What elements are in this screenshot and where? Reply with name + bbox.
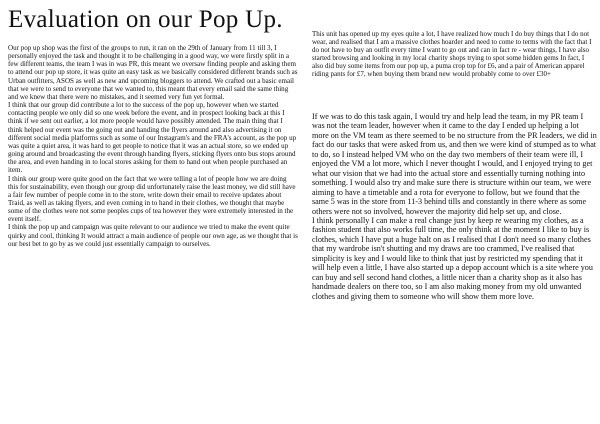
right-column: [312, 112, 597, 422]
right-column-top: [312, 30, 597, 79]
paragraph: Our pop up shop was the first of the groups to run, it ran on the 29th of January from 11 till 3, I personally enjoyed the task and thought it to be challenging in a good way, we were firstly split in a few different teams, the team I was in was PR, this meant we oversaw finding people and asking them to attend our pop up store, it was quite an easy task as we basically considered different brands such as Urban outfitters, ASOS as well as new and upcoming bloggers to attend. We crafted out a basic email that we were to send to everyone that we wanted to, this meant that every email said the same thing and we knew that there were no mistakes, and it seemed very fun yet formal.: [8, 44, 298, 101]
paragraph: I think that our group did contribute a lot to the success of the pop up, however when we started contacting people we only did so one week before the event, and in prospect looking back at this I think if we sent out earlier, a lot more people would have possibly attended. The main thing that I think helped our event was the going out and handing the flyers around and also advertising it on different social media platforms such as some of our Instagram's and the FRA's account, as the pop up was quite a quiet area, it was hard to get people to notice that it was an actual store, so we ended up going around and broadcasting the event through handing flyers, sticking flyers onto bus stops around the area, and even handing in to local stores asking for them to hand out when people purchased an item.: [8, 101, 297, 175]
paragraph: If we was to do this task again, I would try and help lead the team, in my PR team I was not the team leader, however when it came to the day I ended up helping a lot more on the VM team as there seemed to be no structure from the PR leaders, we did in fact do our tasks that were asked from us, and then we were kind of stumped as to what to do, so I instead helped VM who on the day two members of their team were ill, I enjoyed the VM a lot more, which I never thought I would, and I enjoyed trying to get what our vision that we had into the actual store and essentially turning nothing into something. I would also try and make sure there is structure within our team, we were aiming to have a timetable and a rota for everyone to follow, but we found that the same 5 was in the store from 11-3 behind tills and constantly in there where as some others were not so involved, however the majority did help set up, and close.: [312, 112, 597, 216]
paragraph: I think the pop up and campaign was quite relevant to our audience we tried to make the event quite quirky and cool, thinking It would attract a main audience of people our own age, as we thought that is our best bet to go by as we could just essentially campaign to ourselves.: [8, 223, 298, 248]
left-column: [8, 44, 298, 419]
paragraph: This unit has opened up my eyes quite a lot, I have realized how much I do buy things that I do not wear, and realised that I am a massive clothes hoarder and need to come to terms with the fact that I do not have to buy an outfit every time I want to go out and can in fact re - wear things, I have also started browsing and looking in my local charity shops trying to spot some hidden gems In fact, I also did buy some items from our pop up, a puma crop top for £6, and a pair of American apparel riding pants for £7, when buying them brand new would probably come to over £30+: [312, 30, 592, 79]
paragraph: I think personally I can make a real change just by keep re wearing my clothes, as a fashion student that also works full time, the only think at the moment I like to buy is clothes, which I have put a huge halt on as I realised that I don't need so many clothes that my wardrobe isn't shutting and my draws are too crammed, I've realised that simplicity is key and I would like to think that just by restricted my spending that it will help even a little, I have also started up a depop account which is a site where you can buy and sell second hand clothes, a little nicer than a charity shop as it also has handmade dealers on there too, so I am also making money from my old unwanted clothes and giving them to someone who will show them more love.: [312, 215, 593, 301]
page-title: Evaluation on our Pop Up.: [8, 6, 283, 33]
paragraph: I think our group were quite good on the fact that we were telling a lot of people how we are doing this for sustainability, even though our group did unfortunately raise the least money, we did still have a fair few number of people come in to the store, write down their email to receive updates about Traid, as well as taking flyers, and even coming in to hand in their clothes, we thought that maybe some of the clothes were not some peoples cups of tea however they were extremely interested in the event itself.: [8, 174, 296, 224]
